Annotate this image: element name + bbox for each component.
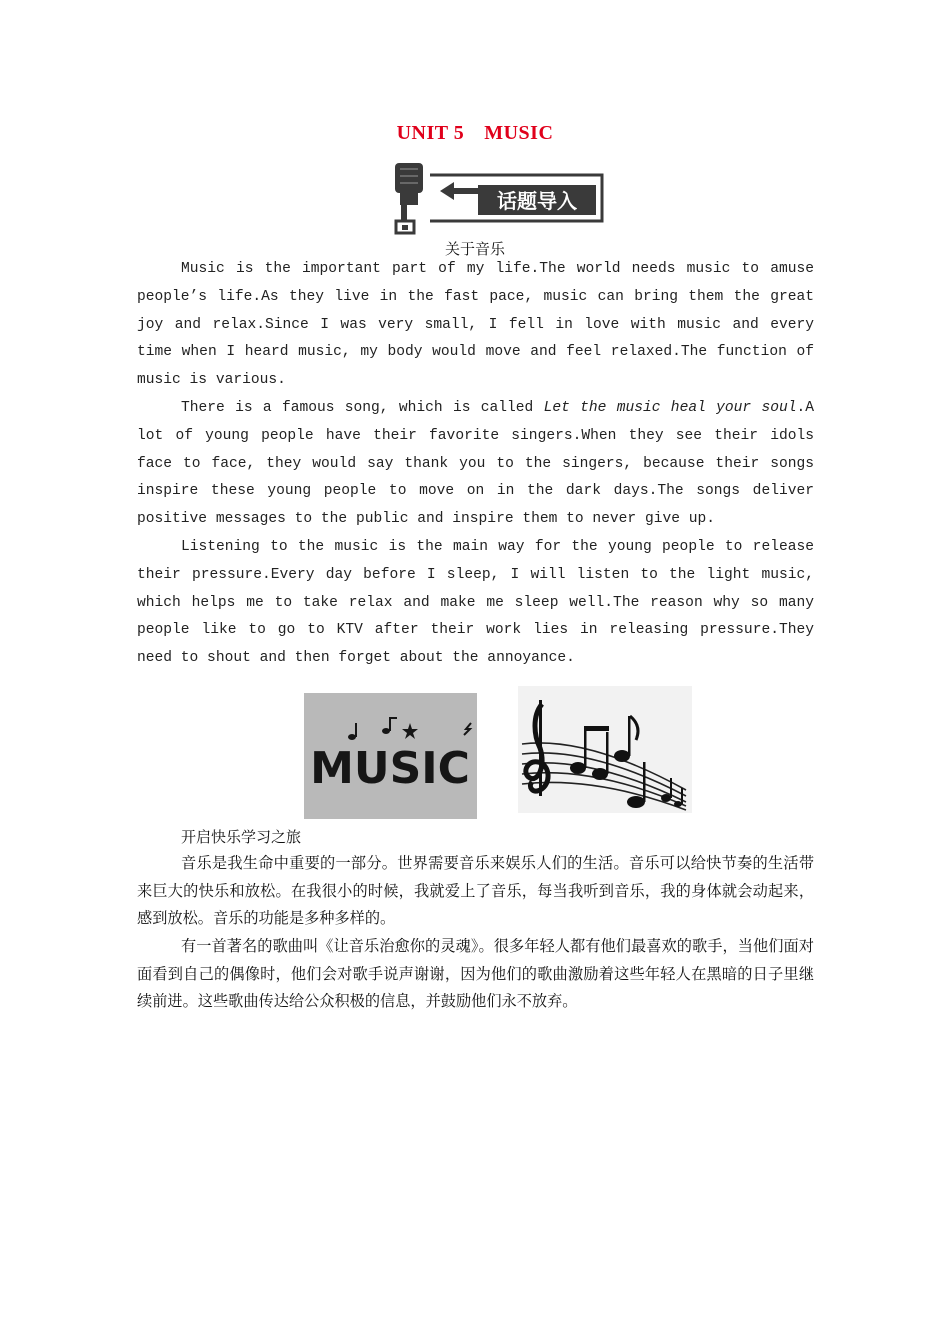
unit-title — [0, 122, 950, 145]
unit-label: UNIT 5 — [396, 122, 465, 144]
pointing-hand-icon — [395, 163, 423, 233]
english-paragraph-2 — [137, 395, 814, 534]
topic-intro-banner — [392, 163, 604, 235]
music-word-image — [304, 693, 477, 819]
music-staff-image — [518, 686, 692, 813]
arrow-left-icon — [440, 182, 480, 200]
english-paragraph-3: Listening to the music is the main way for the young people to release their pressure.Every day before I sleep, I will listen to the light music, which helps me to take relax and make me sleep well.The reason why so many people like to go to KTV after their work lies in releasing pressure.They need to shout and then forget about the annoyance. — [137, 539, 814, 667]
chinese-section-heading: 开启快乐学习之旅 — [181, 828, 302, 846]
english-p2-intro: There is a famous song, which is called — [181, 400, 544, 416]
music-word-text: MUSIC — [310, 743, 470, 794]
chinese-paragraph-1: 音乐是我生命中重要的一部分。世界需要音乐来娱乐人们的生活。音乐可以给快节奏的生活带来巨大的快乐和放松。在我很小的时候，我就爱上了音乐，每当我听到音乐，我的身体就会动起来，感到放松。音乐的功能是多种多样的。 — [137, 854, 814, 927]
unit-topic: MUSIC — [484, 122, 554, 144]
english-paragraph-1: Music is the important part of my life.The world needs music to amuse people’s life.As they live in the fast pace, music can bring them the great joy and relax.Since I was very small, I fell in love with music and every time when I heard music, my body would move and feel relaxed.The function of music is various. — [137, 261, 814, 389]
english-p2-rest: .A lot of young people have their favorite singers.When they see their idols face to face, they would say thank you to the singers, because their songs inspire these young people to move on in the dark days.The songs deliver positive messages to the public and inspire them to never give up. — [137, 400, 814, 528]
passage-subtitle: 关于音乐 — [444, 240, 505, 258]
song-title: Let the music heal your soul — [543, 400, 797, 416]
chinese-paragraph-2: 有一首著名的歌曲叫《让音乐治愈你的灵魂》。很多年轻人都有他们最喜欢的歌手，当他们面对面看到自己的偶像时，他们会对歌手说声谢谢，因为他们的歌曲激励着这些年轻人在黑暗的日子里继续前进。这些歌曲传达给公众积极的信息，并鼓励他们永不放弃。 — [137, 937, 814, 1010]
banner-text: 话题导入 — [497, 189, 577, 213]
